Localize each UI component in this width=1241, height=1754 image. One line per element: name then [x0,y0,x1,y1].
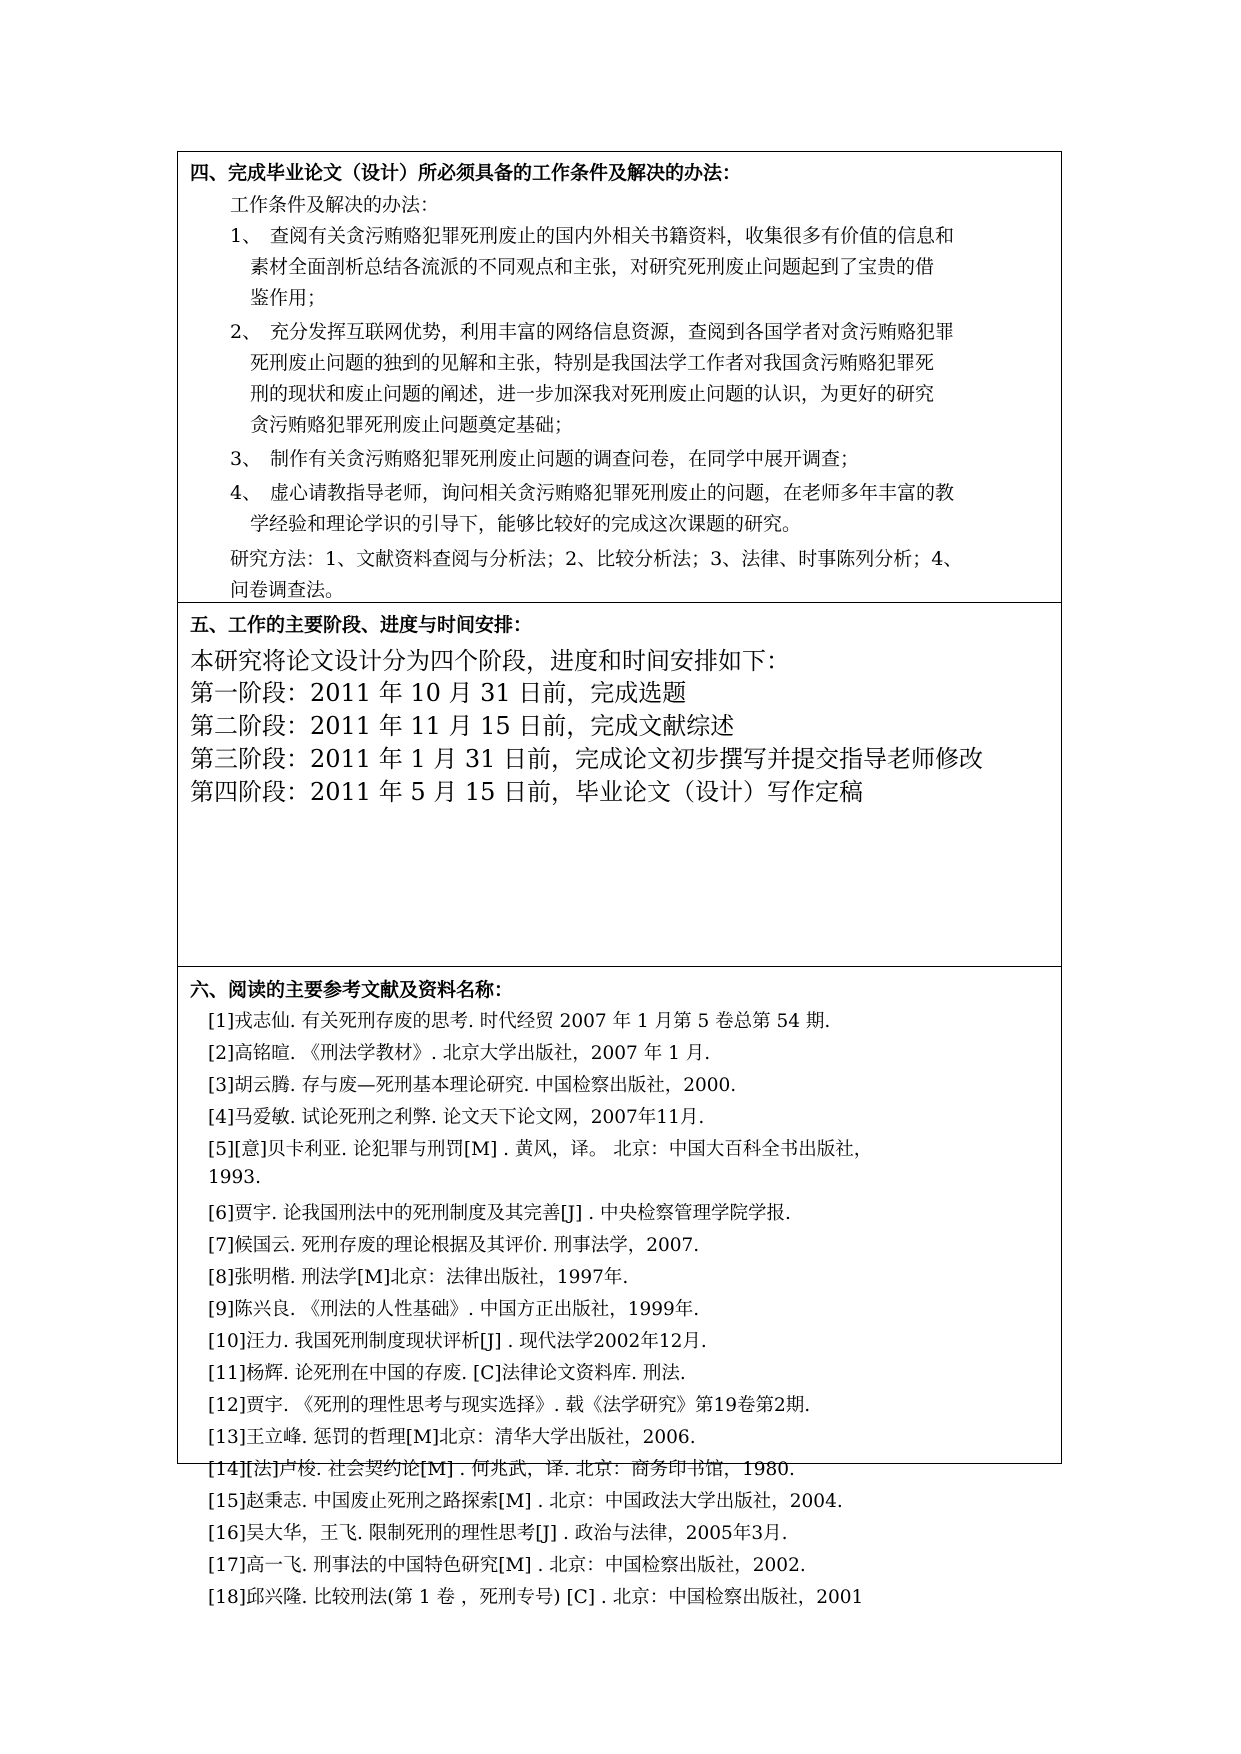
item-number: 1、 [230,225,262,247]
methods-line: 研究方法：1、文献资料查阅与分析法；2、比较分析法；3、法律、时事陈列分析；4、 [230,548,963,570]
reference-item: [13]王立峰. 惩罚的哲理[M]北京：清华大学出版社，2006. [208,1427,696,1448]
reference-item: [1]戎志仙. 有关死刑存废的思考. 时代经贸 2007 年 1 月第 5 卷总第 54 期. [208,1011,831,1032]
section-schedule [178,602,1061,966]
item-line: 虚心请教指导老师，询问相关贪污贿赂犯罪死刑废止的问题，在老师多年丰富的教 [270,482,955,504]
reference-item: [4]马爱敏. 试论死刑之利弊. 论文天下论文网，2007年11月. [208,1107,705,1128]
reference-item: [7]候国云. 死刑存废的理论根据及其评价. 刑事法学，2007. [208,1235,700,1256]
reference-item: [8]张明楷. 刑法学[M]北京：法律出版社，1997年. [208,1267,629,1288]
schedule-line: 第四阶段：2011 年 5 月 15 日前，毕业论文（设计）写作定稿 [190,778,864,806]
reference-item: [15]赵秉志. 中国废止死刑之路探索[M] . 北京：中国政法大学出版社，2004. [208,1491,843,1512]
reference-item: [5][意]贝卡利亚. 论犯罪与刑罚[M] . 黄风，译。 北京：中国大百科全书出版社， [208,1139,873,1160]
item-line: 素材全面剖析总结各流派的不同观点和主张，对研究死刑废止问题起到了宝贵的借 [250,256,935,278]
section-working-conditions [178,152,1061,602]
reference-item: [9]陈兴良. 《刑法的人性基础》. 中国方正出版社，1999年. [208,1299,700,1320]
reference-item: [2]高铭暄. 《刑法学教材》. 北京大学出版社，2007 年 1 月. [208,1043,711,1064]
reference-item: [10]汪力. 我国死刑制度现状评析[J] . 现代法学2002年12月. [208,1331,707,1352]
reference-item: [18]邱兴隆. 比较刑法(第 1 卷 ，死刑专号) [C] . 北京：中国检察出版社，2001 [208,1587,864,1608]
section-intro: 工作条件及解决的办法： [230,194,440,216]
item-line: 贪污贿赂犯罪死刑废止问题奠定基础； [250,414,574,436]
reference-item: [3]胡云腾. 存与废—死刑基本理论研究. 中国检察出版社，2000. [208,1075,737,1096]
methods-line: 问卷调查法。 [230,579,345,601]
item-number: 2、 [230,321,262,343]
proposal-table [177,151,1062,1608]
section-heading: 五、工作的主要阶段、进度与时间安排： [190,614,533,636]
item-line: 学经验和理论学识的引导下，能够比较好的完成这次课题的研究。 [250,513,802,535]
schedule-line: 第三阶段：2011 年 1 月 31 日前，完成论文初步撰写并提交指导老师修改 [190,745,984,773]
reference-item: [14][法]卢梭. 社会契约论[M] . 何兆武，译. 北京：商务印书馆，1980. [208,1459,795,1480]
item-line: 鉴作用； [250,287,327,309]
schedule-line: 本研究将论文设计分为四个阶段，进度和时间安排如下： [190,647,790,675]
item-line: 制作有关贪污贿赂犯罪死刑废止问题的调查问卷，在同学中展开调查； [270,448,860,470]
reference-item: [12]贾宇. 《死刑的理性思考与现实选择》. 载《法学研究》第19卷第2期. [208,1395,811,1416]
item-line: 刑的现状和废止问题的阐述，进一步加深我对死刑废止问题的认识，为更好的研究 [250,383,935,405]
reference-item: 1993. [208,1167,261,1188]
item-number: 3、 [230,448,262,470]
item-line: 查阅有关贪污贿赂犯罪死刑废止的国内外相关书籍资料，收集很多有价值的信息和 [270,225,955,247]
section-heading: 六、阅读的主要参考文献及资料名称： [190,979,514,1001]
reference-item: [11]杨辉. 论死刑在中国的存废. [C]法律论文资料库. 刑法. [208,1363,686,1384]
item-number: 4、 [230,482,262,504]
section-references [178,966,1061,1608]
reference-item: [16]吴大华，王飞. 限制死刑的理性思考[J] . 政治与法律，2005年3月. [208,1523,788,1544]
item-line: 死刑废止问题的独到的见解和主张，特别是我国法学工作者对我国贪污贿赂犯罪死 [250,352,935,374]
item-line: 充分发挥互联网优势，利用丰富的网络信息资源，查阅到各国学者对贪污贿赂犯罪 [270,321,955,343]
reference-item: [6]贾宇. 论我国刑法中的死刑制度及其完善[J] . 中央检察管理学院学报. [208,1203,791,1224]
schedule-line: 第二阶段：2011 年 11 月 15 日前，完成文献综述 [190,712,735,740]
schedule-line: 第一阶段：2011 年 10 月 31 日前，完成选题 [190,679,687,707]
reference-item: [17]高一飞. 刑事法的中国特色研究[M] . 北京：中国检察出版社，2002. [208,1555,806,1576]
section-heading: 四、完成毕业论文（设计）所必须具备的工作条件及解决的办法： [190,162,742,184]
